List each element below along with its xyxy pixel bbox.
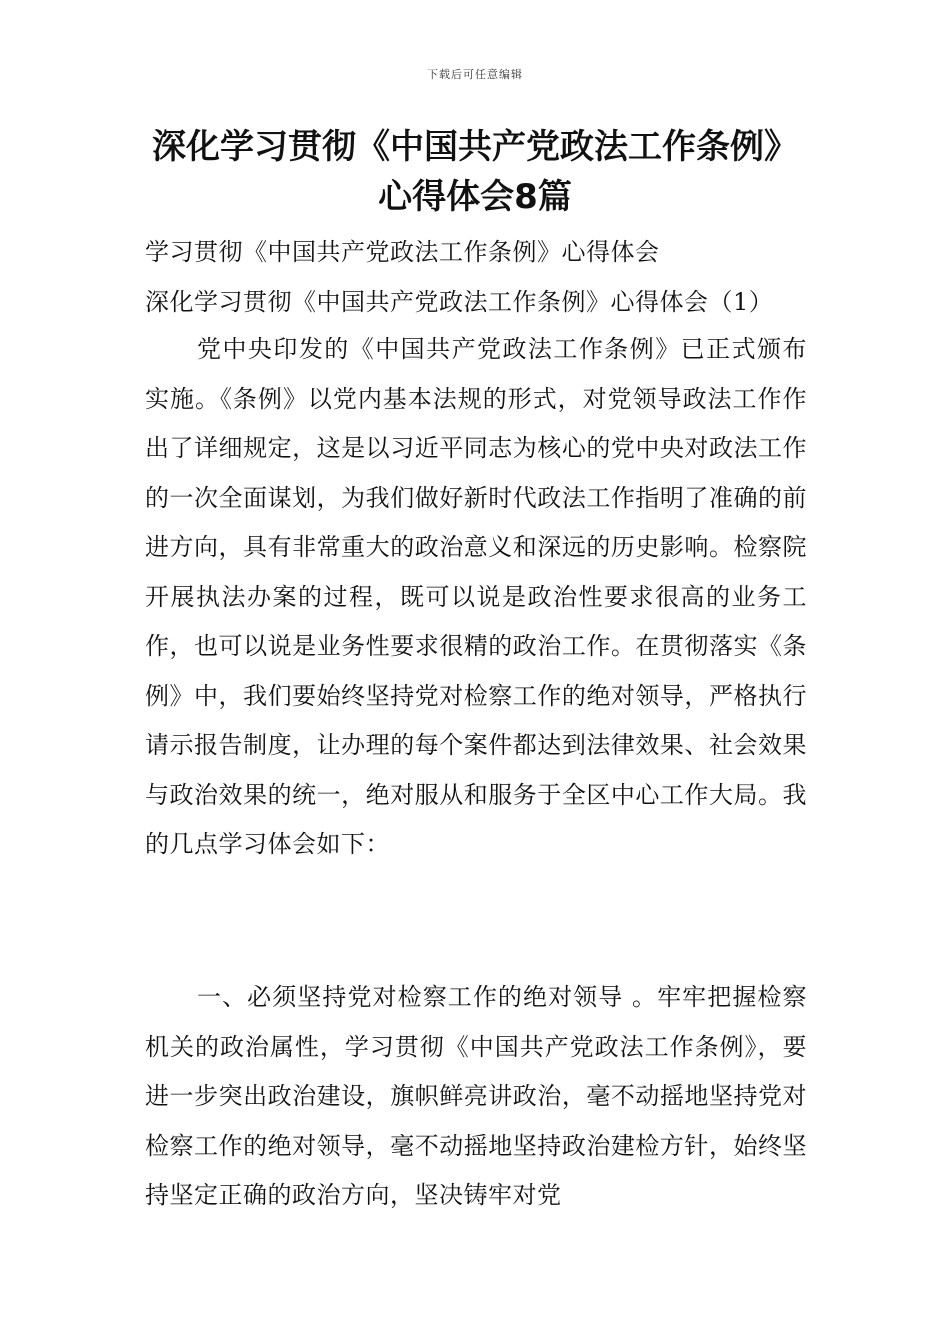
paragraph-2: 一、必须坚持党对检察工作的绝对领导 。牢牢把握检察机关的政治属性，学习贯彻《中国共产党政法工作条例》，要进一步突出政治建设，旗帜鲜亮讲政治，毫不动摇地坚持党对检察工作的绝对领导，毫不动摇地坚持政治建检方针，始终坚持坚定正确的政治方向，坚决铸牢对党 xyxy=(145,983,807,1209)
paragraph-1: 党中央印发的《中国共产党政法工作条例》已正式颁布实施。《条例》以党内基本法规的形式，对党领导政法工作作出了详细规定，这是以习近平同志为核心的党中央对政法工作的一次全面谋划，为我们做好新时代政法工作指明了准确的前进方向，具有非常重大的政治意义和深远的历史影响。检察院开展执法办案的过程，既可以说是政治性要求很高的业务工作，也可以说是业务性要求很精的政治工作。在贯彻落实《条例》中，我们要始终坚持党对检察工作的绝对领导，严格执行请示报告制度，让办理的每个案件都达到法律效果、社会效果与政治效果的统一，绝对服从和服务于全区中心工作大局。我的几点学习体会如下： xyxy=(145,335,807,858)
document-title: 深化学习贯彻《中国共产党政法工作条例》心得体会8篇 xyxy=(152,127,798,217)
subtitle-2: 深化学习贯彻《中国共产党政法工作条例》心得体会（1） xyxy=(145,288,774,316)
header-note: 下载后可任意编辑 xyxy=(427,68,523,81)
subtitle-1: 学习贯彻《中国共产党政法工作条例》心得体会 xyxy=(145,238,660,266)
